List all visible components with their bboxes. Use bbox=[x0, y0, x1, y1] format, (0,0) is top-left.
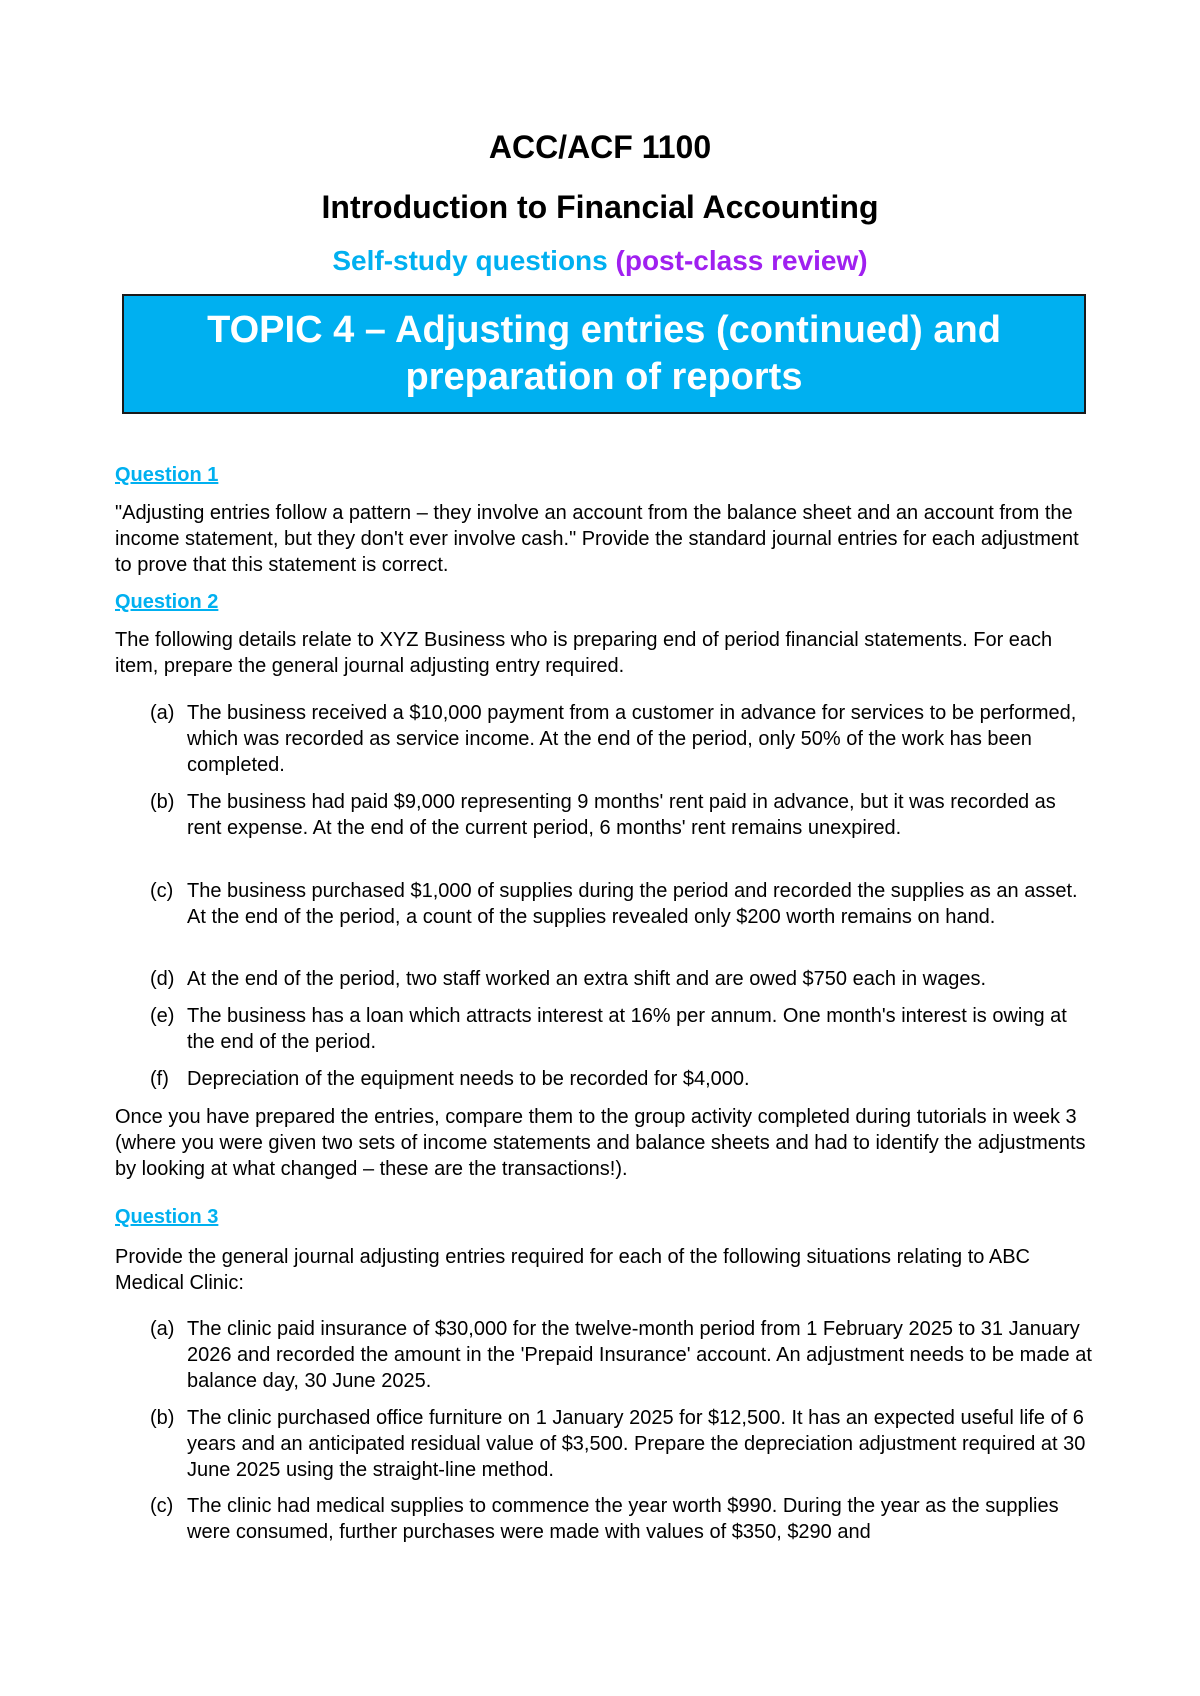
question-3-intro: Provide the general journal adjusting entries required for each of the following situations relating to ABC Medical Clinic: bbox=[115, 1246, 1030, 1294]
item-label: (f) bbox=[150, 1068, 169, 1090]
item-label: (b) bbox=[150, 791, 175, 813]
item-text: Depreciation of the equipment needs to be recorded for $4,000. bbox=[187, 1068, 750, 1090]
question-2-intro: The following details relate to XYZ Business who is preparing end of period financial statements. For each item, prepare the general journal adjusting entry required. bbox=[115, 629, 1053, 677]
topic-title: TOPIC 4 – Adjusting entries (continued) and preparation of reports bbox=[207, 309, 1001, 398]
topic-banner bbox=[122, 294, 1086, 414]
item-text: The clinic had medical supplies to commence the year worth $990. During the year as the supplies were consumed, further purchases were made with values of $350, $290 and bbox=[187, 1495, 1059, 1543]
question-3-item bbox=[150, 1316, 1095, 1394]
subtitle bbox=[0, 244, 1200, 278]
item-text: The business has a loan which attracts interest at 16% per annum. One month's interest is owing at the end of the period. bbox=[187, 1005, 1067, 1053]
question-2-heading: Question 2 bbox=[115, 591, 219, 613]
question-3-item bbox=[150, 1493, 1095, 1545]
item-text: The clinic paid insurance of $30,000 for the twelve-month period from 1 February 2025 to 31 January 2026 and recorded the amount in the 'Prepaid Insurance' account. An adjustment needs to be made at balance day, 30 June 2025. bbox=[187, 1318, 1092, 1392]
question-3-heading: Question 3 bbox=[115, 1206, 219, 1228]
question-2-closing: Once you have prepared the entries, compare them to the group activity completed during tutorials in week 3 (where you were given two sets of income statements and balance sheets and had to identify the adjustments by looking at what changed – these are the transactions!). bbox=[115, 1106, 1086, 1180]
item-label: (d) bbox=[150, 968, 175, 990]
item-label: (c) bbox=[150, 880, 174, 902]
item-text: The clinic purchased office furniture on 1 January 2025 for $12,500. It has an expected useful life of 6 years and an anticipated residual value of $3,500. Prepare the depreciation adjustment required at 30 June 2025 using the straight-line method. bbox=[187, 1407, 1086, 1481]
question-2-item bbox=[150, 966, 1095, 992]
item-text: At the end of the period, two staff worked an extra shift and are owed $750 each in wages. bbox=[187, 968, 987, 990]
course-title: Introduction to Financial Accounting bbox=[321, 189, 879, 225]
item-text: The business purchased $1,000 of supplies during the period and recorded the supplies as an asset. At the end of the period, a count of the supplies revealed only $200 worth remains on hand. bbox=[187, 880, 1078, 928]
item-label: (c) bbox=[150, 1495, 174, 1517]
item-label: (a) bbox=[150, 702, 175, 724]
item-text: The business received a $10,000 payment from a customer in advance for services to be performed, which was recorded as service income. At the end of the period, only 50% of the work has been completed. bbox=[187, 702, 1077, 776]
question-3-item bbox=[150, 1405, 1095, 1483]
question-2-item bbox=[150, 789, 1095, 841]
question-2-item bbox=[150, 1003, 1095, 1055]
course-code: ACC/ACF 1100 bbox=[488, 129, 712, 165]
question-1-heading: Question 1 bbox=[115, 464, 219, 486]
item-label: (e) bbox=[150, 1005, 175, 1027]
item-label: (a) bbox=[150, 1318, 175, 1340]
question-2-item bbox=[150, 878, 1095, 930]
question-1-text: "Adjusting entries follow a pattern – they involve an account from the balance sheet and an account from the income statement, but they don't ever involve cash." Provide the standard journal entries for each adjustment to prove that this statement is correct. bbox=[115, 502, 1079, 576]
question-2-item bbox=[150, 700, 1095, 778]
subtitle-main: Self-study questions bbox=[332, 245, 608, 276]
item-text: The business had paid $9,000 representing 9 months' rent paid in advance, but it was recorded as rent expense. At the end of the current period, 6 months' rent remains unexpired. bbox=[187, 791, 1056, 839]
question-2-item bbox=[150, 1066, 1095, 1092]
subtitle-extra: (post-class review) bbox=[615, 245, 868, 276]
item-label: (b) bbox=[150, 1407, 175, 1429]
